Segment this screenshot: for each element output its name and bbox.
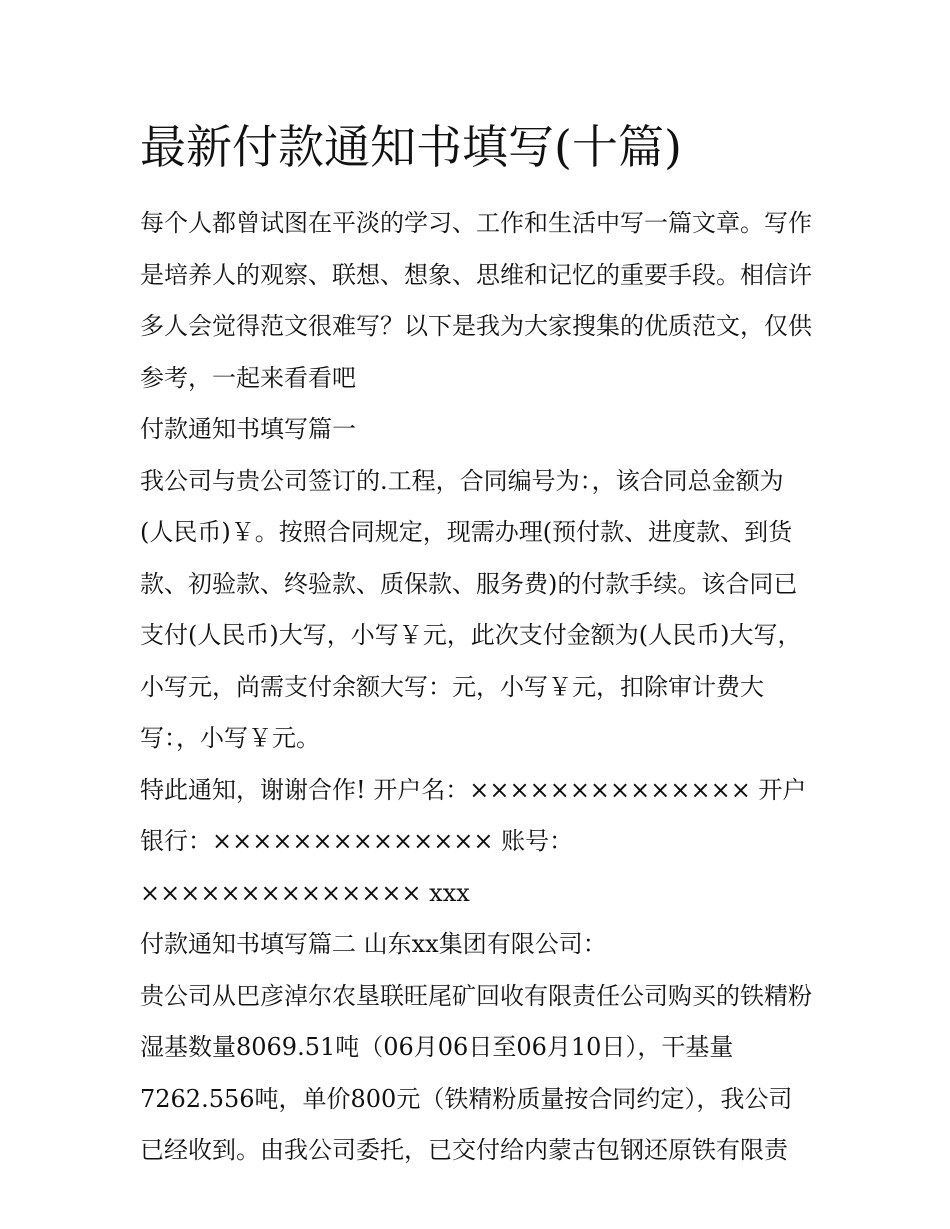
document-body <box>140 198 812 1177</box>
section-heading-2: 付款通知书填写篇二 山东xx集团有限公司： <box>140 930 607 958</box>
section-1-closing: 特此通知，谢谢合作! 开户名：×××××××××××××× 开户银行：×××××××××××××× 账号：×××××××××××××× xxx <box>140 775 807 907</box>
intro-paragraph: 每个人都曾试图在平淡的学习、工作和生活中写一篇文章。写作是培养人的观察、联想、想象、思维和记忆的重要手段。相信许多人会觉得范文很难写？以下是我为大家搜集的优质范文，仅供参考，一起来看看吧 <box>140 209 812 392</box>
section-2-paragraph: 贵公司从巴彦淖尔农垦联旺尾矿回收有限责任公司购买的铁精粉湿基数量8069.51吨（06月06日至06月10日），干基量7262.556吨，单价800元（铁精粉质量按合同约定），我公司已经收到。由我公司委托，已交付给内蒙古包钢还原铁有限责 <box>140 981 812 1164</box>
section-heading-1: 付款通知书填写篇一 <box>140 415 356 443</box>
document-title: 最新付款通知书填写(十篇) <box>140 120 682 174</box>
section-1-paragraph: 我公司与贵公司签订的.工程，合同编号为：，该合同总金额为(人民币)￥。按照合同规定，现需办理(预付款、进度款、到货款、初验款、终验款、质保款、服务费)的付款手续。该合同已支付(人民币)大写，小写￥元，此次支付金额为(人民币)大写，小写元，尚需支付余额大写：元，小写￥元，扣除审计费大写：，小写￥元。 <box>140 466 802 752</box>
